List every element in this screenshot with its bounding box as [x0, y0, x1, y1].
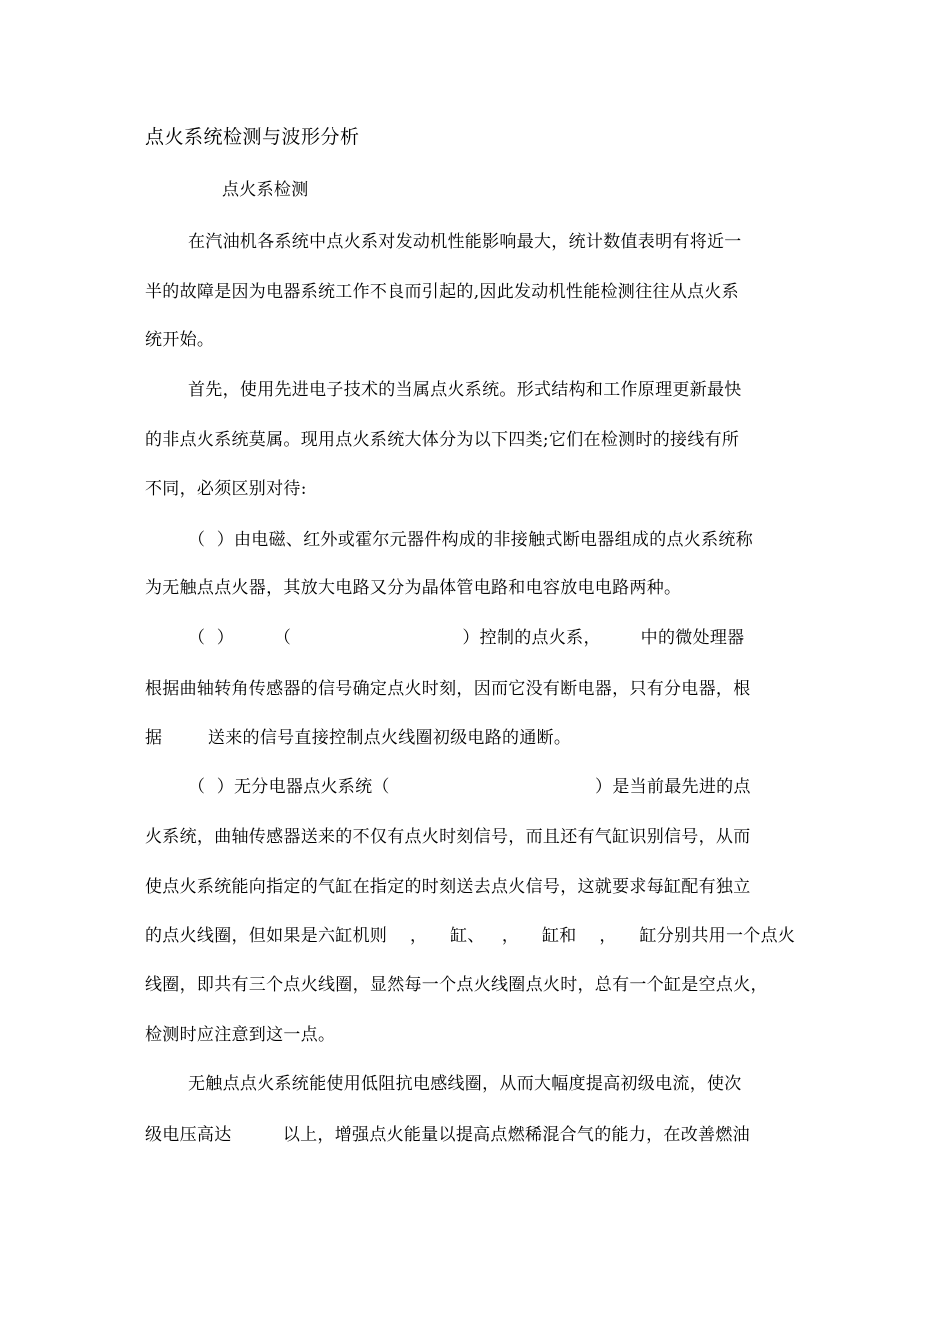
paragraph-line: 据 送来的信号直接控制点火线圈初级电路的通断。	[145, 728, 572, 748]
paragraph-line: 级电压高达 以上，增强点火能量以提高点燃稀混合气的能力，在改善燃油	[145, 1125, 750, 1145]
paragraph-line: 无触点点火系统能使用低阻抗电感线圈，从而大幅度提高初级电流，使次	[188, 1074, 742, 1094]
paragraph-line: 首先，使用先进电子技术的当属点火系统。形式结构和工作原理更新最快	[188, 380, 742, 400]
paragraph-line: （ ）由电磁、红外或霍尔元器件构成的非接触式断电器组成的点火系统称	[188, 530, 754, 550]
paragraph-line: 半的故障是因为电器系统工作不良而引起的,因此发动机性能检测往往从点火系	[145, 282, 739, 302]
paragraph-line: 统开始。	[145, 330, 215, 350]
paragraph-line: 火系统，曲轴传感器送来的不仅有点火时刻信号，而且还有气缸识别信号，从而	[145, 827, 751, 847]
paragraph-line: （ ）无分电器点火系统（ ）是当前最先进的点	[188, 777, 751, 797]
paragraph-line: 线圈，即共有三个点火线圈，显然每一个点火线圈点火时，总有一个缸是空点火，	[145, 975, 768, 995]
paragraph-line: 检测时应注意到这一点。	[145, 1025, 336, 1045]
paragraph-line: 不同，必须区别对待:	[145, 479, 307, 499]
paragraph-line: 根据曲轴转角传感器的信号确定点火时刻，因而它没有断电器，只有分电器，根	[145, 679, 751, 699]
document-title: 点火系统检测与波形分析	[145, 126, 360, 148]
paragraph-line: 的非点火系统莫属。现用点火系统大体分为以下四类;它们在检测时的接线有所	[145, 430, 740, 450]
paragraph-line: 为无触点点火器，其放大电路又分为晶体管电路和电容放电电路两种。	[145, 578, 682, 598]
section-heading: 点火系检测	[222, 180, 309, 200]
paragraph-line: 的点火线圈，但如果是六缸机则 ， 缸、 ， 缸和 ， 缸分别共用一个点火	[145, 926, 796, 946]
paragraph-line: 在汽油机各系统中点火系对发动机性能影响最大，统计数值表明有将近一	[188, 232, 742, 252]
paragraph-line: 使点火系统能向指定的气缸在指定的时刻送去点火信号，这就要求每缸配有独立	[145, 877, 751, 897]
paragraph-line: （ ） （ ）控制的点火系， 中的微处理器	[188, 628, 745, 648]
